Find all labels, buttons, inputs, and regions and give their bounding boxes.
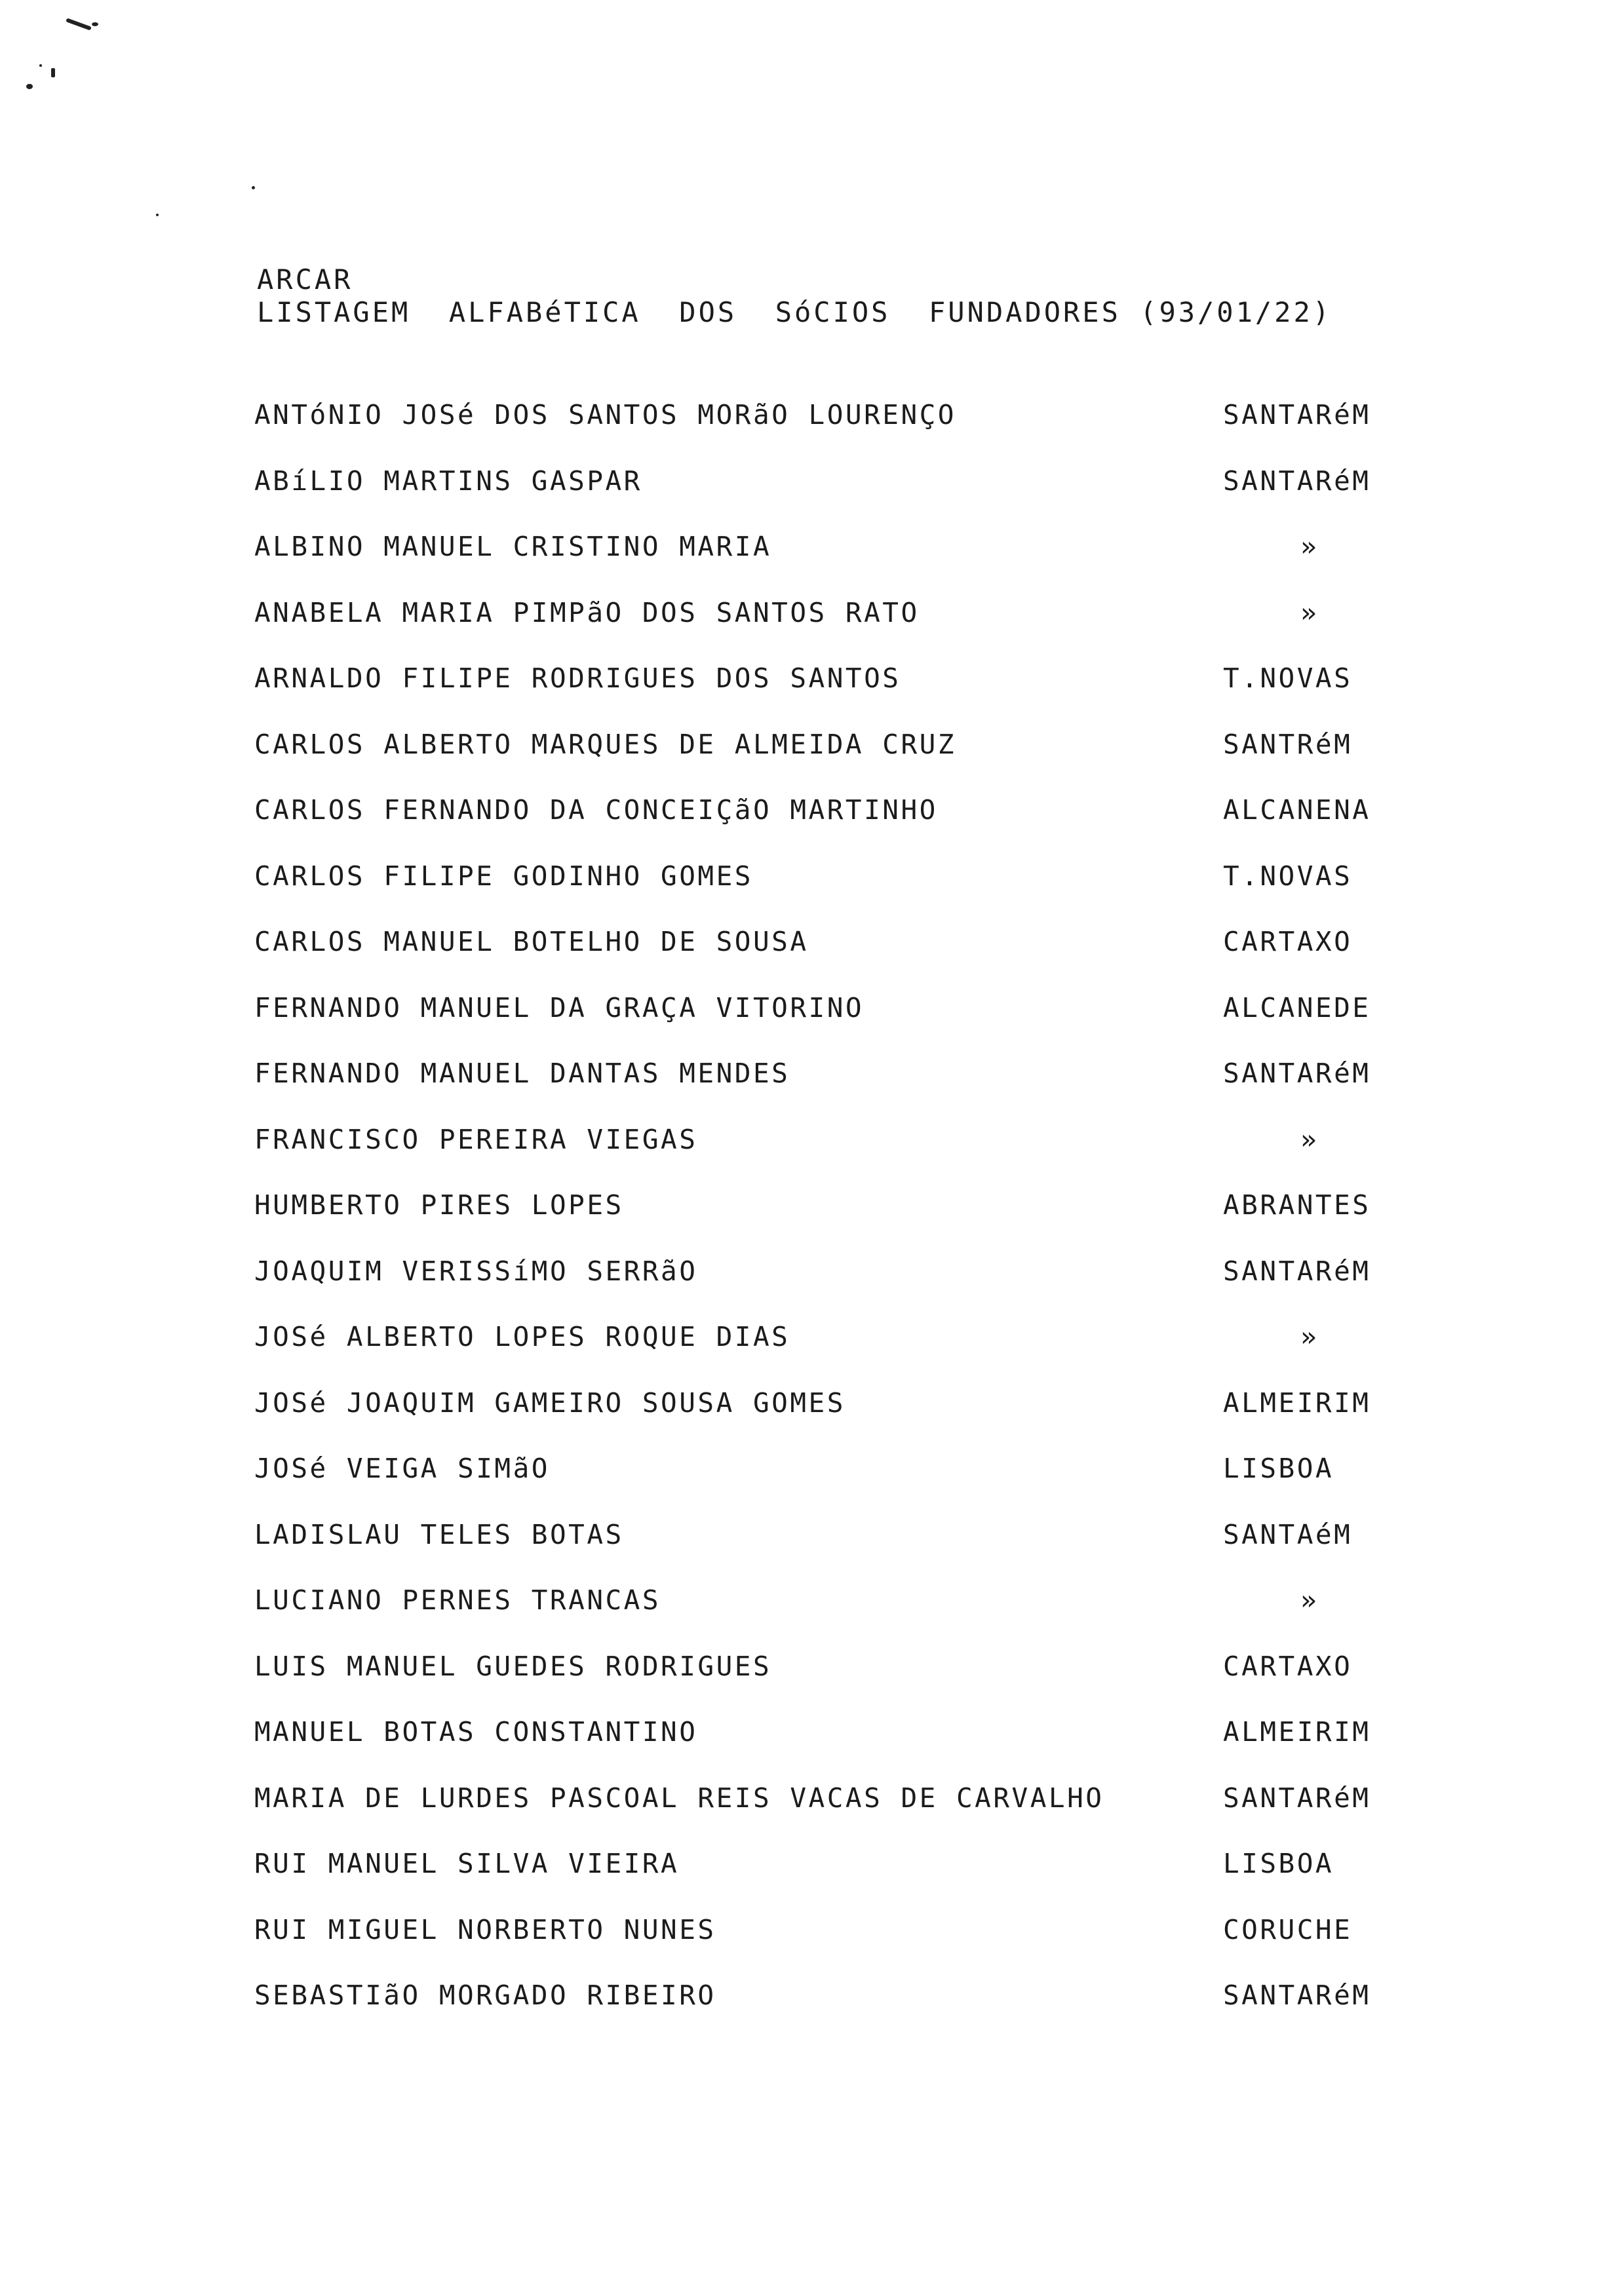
members-list [254,393,1421,2040]
scan-speck [66,18,92,30]
member-city: SANTRéM [1223,728,1353,760]
member-row [254,1381,1421,1447]
member-row [254,723,1421,789]
member-city: ALCANEDE [1223,991,1371,1024]
member-name: CARLOS MANUEL BOTELHO DE SOUSA [254,926,809,957]
member-row [254,1118,1421,1184]
member-name: CARLOS FILIPE GODINHO GOMES [254,860,753,892]
member-city: » [1300,596,1319,628]
scan-speck [92,22,98,26]
member-city: LISBOA [1223,1453,1334,1484]
member-city: ABRANTES [1223,1189,1371,1221]
member-name: ALBINO MANUEL CRISTINO MARIA [254,531,772,562]
member-city: CARTAXO [1223,926,1353,957]
member-city: CARTAXO [1223,1650,1353,1682]
scan-speck [39,64,42,67]
member-row [254,1842,1421,1908]
member-city: T.NOVAS [1223,860,1353,892]
member-row [254,920,1421,986]
member-city: T.NOVAS [1223,662,1353,694]
scan-speck [156,214,159,216]
member-city: SANTARéM [1223,399,1371,430]
member-row [254,1250,1421,1316]
member-name: ANABELA MARIA PIMPãO DOS SANTOS RATO [254,596,920,628]
member-row [254,525,1421,591]
member-name: FERNANDO MANUEL DA GRAÇA VITORINO [254,991,865,1024]
member-row [254,1974,1421,2040]
member-name: CARLOS ALBERTO MARQUES DE ALMEIDA CRUZ [254,728,956,760]
member-city: ALMEIRIM [1223,1716,1371,1748]
member-city: SANTARéM [1223,1980,1371,2011]
member-name: RUI MIGUEL NORBERTO NUNES [254,1913,716,1945]
scan-speck [252,186,255,189]
member-row [254,1183,1421,1250]
member-name: FRANCISCO PEREIRA VIEGAS [254,1123,698,1155]
member-row [254,1513,1421,1579]
member-name: JOSé JOAQUIM GAMEIRO SOUSA GOMES [254,1387,846,1419]
member-name: FERNANDO MANUEL DANTAS MENDES [254,1058,790,1089]
member-row [254,393,1421,459]
member-name: JOAQUIM VERISSíMO SERRãO [254,1255,698,1287]
member-row [254,1908,1421,1974]
member-name: SEBASTIãO MORGADO RIBEIRO [254,1980,716,2011]
member-name: MARIA DE LURDES PASCOAL REIS VACAS DE CARVALHO [254,1782,1104,1814]
member-name: ABíLIO MARTINS GASPAR [254,465,642,497]
member-row [254,459,1421,526]
member-name: LUIS MANUEL GUEDES RODRIGUES [254,1650,772,1682]
member-city: CORUCHE [1223,1913,1353,1945]
member-name: ANTóNIO JOSé DOS SANTOS MORãO LOURENÇO [254,399,956,430]
member-city: » [1300,531,1319,562]
document-title: LISTAGEM ALFABéTICA DOS SóCIOS FUNDADORES (93/01/22) [257,296,1333,328]
member-row [254,1052,1421,1118]
member-city: » [1300,1321,1319,1352]
member-name: LADISLAU TELES BOTAS [254,1518,624,1550]
member-row [254,1447,1421,1513]
member-row [254,854,1421,921]
member-city: SANTARéM [1223,1058,1371,1089]
member-city: SANTARéM [1223,465,1371,497]
member-row [254,591,1421,657]
member-city: SANTARéM [1223,1255,1371,1287]
scan-speck [51,68,55,77]
member-name: RUI MANUEL SILVA VIEIRA [254,1848,680,1879]
member-row [254,1776,1421,1843]
member-city: » [1300,1123,1319,1155]
member-row [254,986,1421,1052]
organization-name: ARCAR [257,263,353,296]
member-name: ARNALDO FILIPE RODRIGUES DOS SANTOS [254,662,901,694]
member-city: SANTAéM [1223,1518,1353,1550]
document-header [257,263,1332,329]
member-name: HUMBERTO PIRES LOPES [254,1189,624,1221]
member-city: ALCANENA [1223,794,1371,826]
scan-speck [26,84,33,89]
member-row [254,788,1421,854]
member-row [254,1710,1421,1776]
member-name: JOSé VEIGA SIMãO [254,1453,550,1484]
member-row [254,1315,1421,1381]
member-name: LUCIANO PERNES TRANCAS [254,1584,661,1616]
member-city: ALMEIRIM [1223,1387,1371,1419]
member-name: JOSé ALBERTO LOPES ROQUE DIAS [254,1321,790,1352]
member-row [254,1578,1421,1645]
member-name: CARLOS FERNANDO DA CONCEIÇãO MARTINHO [254,794,938,826]
member-name: MANUEL BOTAS CONSTANTINO [254,1716,698,1748]
member-city: SANTARéM [1223,1782,1371,1814]
member-row [254,1645,1421,1711]
member-city: LISBOA [1223,1848,1334,1879]
member-row [254,657,1421,723]
member-city: » [1300,1584,1319,1616]
